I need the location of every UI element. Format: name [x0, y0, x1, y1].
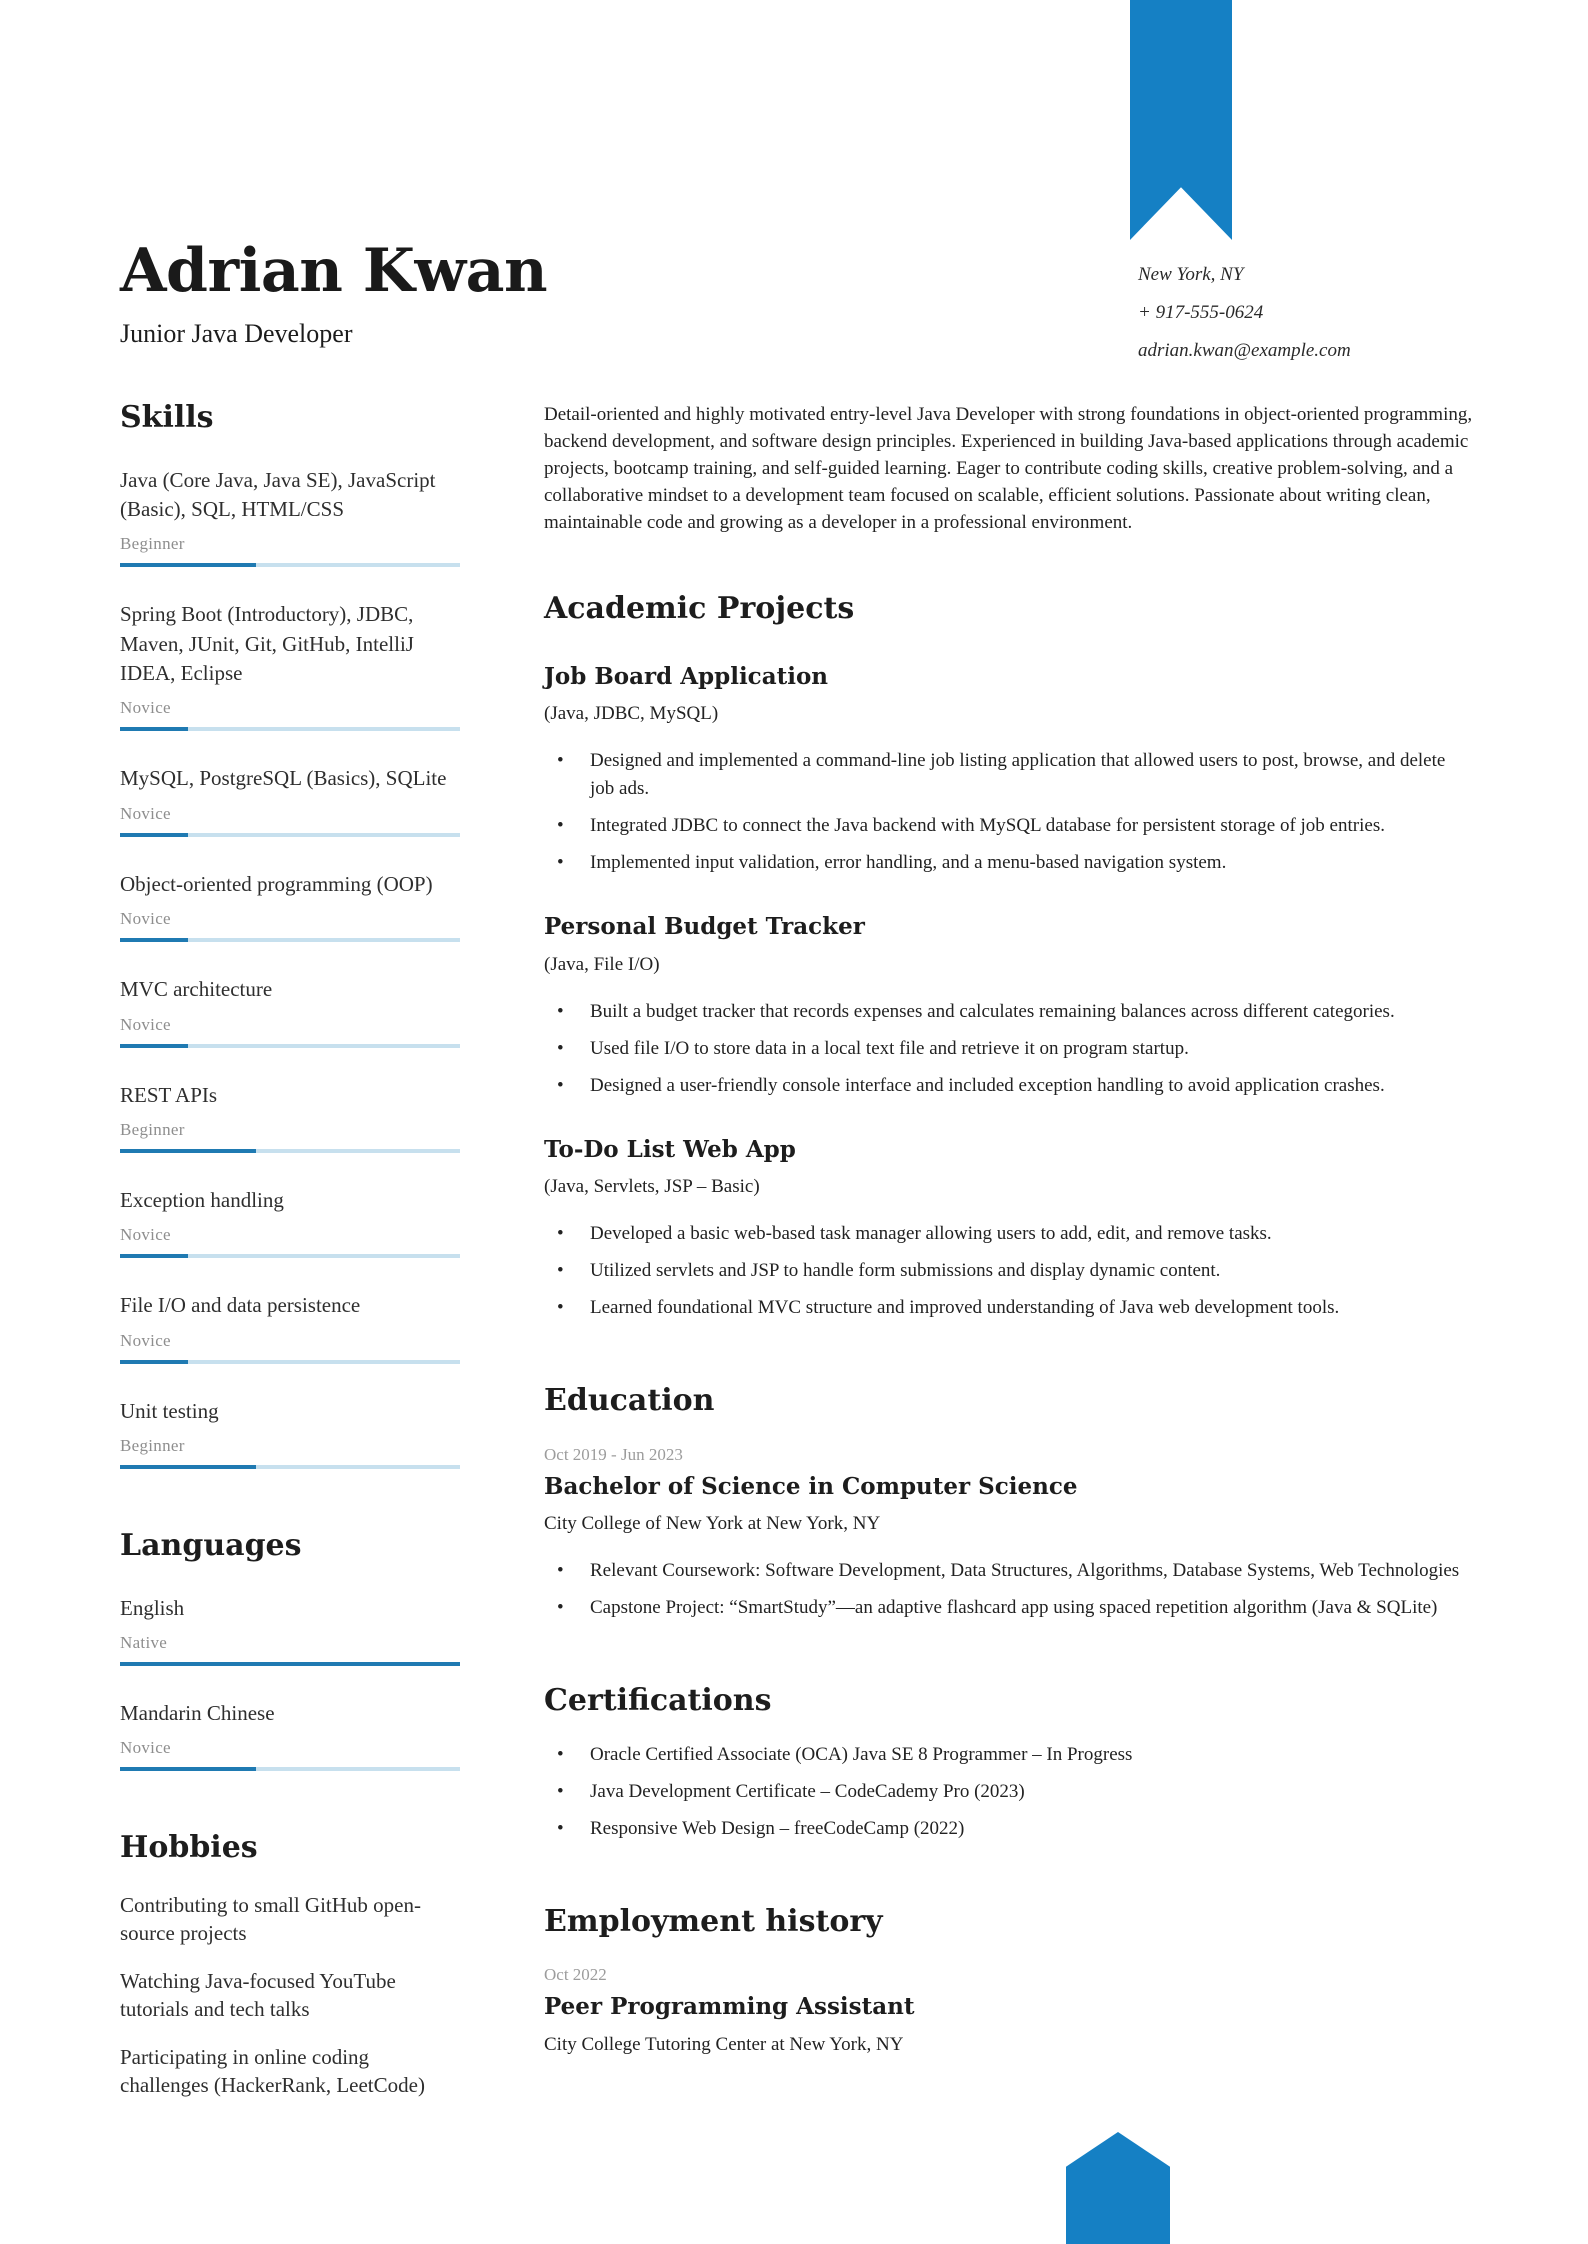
project-stack: (Java, File I/O) [544, 953, 660, 975]
section-academic-projects [544, 592, 1474, 1322]
skill-level-label: Novice [120, 1330, 171, 1350]
skill-progress-bar [120, 563, 460, 567]
job-title: Junior Java Developer [120, 319, 353, 348]
hobby-item: Watching Java-focused YouTube tutorials and tech talks [120, 1968, 396, 2021]
project-entry [544, 663, 1474, 878]
certifications-heading: Certifications [544, 1683, 772, 1719]
profile-summary: Detail-oriented and highly motivated entry-level Java Developer with strong foundations in object-oriented programming, backend development, and software design principles. Experienced in building Java-based applications through academic projects, bootcamp training, and self-guided learning. Eager to contribute coding skills, creative problem-solving, and a collaborative mindset to a development team focused on scalable, efficient solutions. Passionate about writing clean, maintainable code and growing as a developer in a professional environment. [544, 404, 1473, 533]
skill-progress-fill [120, 1149, 256, 1153]
education-school: City College of New York at New York, NY [544, 1513, 881, 1535]
person-name: Adrian Kwan [120, 236, 548, 306]
skill-name: Object-oriented programming (OOP) [120, 871, 433, 896]
project-bullet-list [544, 998, 1474, 1100]
page-bottom-ribbon-decoration [1066, 2132, 1170, 2244]
bullet-item: • Implemented input validation, error handling, and a menu-based navigation system. [544, 849, 1474, 877]
skill-level-label: Beginner [120, 1436, 185, 1456]
contact-email: adrian.kwan@example.com [1138, 340, 1351, 361]
contact-phone: + 917-555-0624 [1138, 302, 1264, 323]
skill-item [120, 466, 460, 568]
employment-role: Peer Programming Assistant [544, 1993, 915, 2021]
section-education [544, 1384, 1474, 1622]
skill-progress-bar [120, 727, 460, 731]
main-column [544, 401, 1474, 2120]
certifications-bullet-list [544, 1741, 1474, 1843]
language-level-label: Native [120, 1633, 168, 1653]
language-progress-bar [120, 1662, 460, 1666]
language-progress-fill [120, 1662, 460, 1666]
skill-level-label: Novice [120, 909, 171, 929]
skill-progress-bar [120, 1254, 460, 1258]
skill-name: Java (Core Java, Java SE), JavaScript (Basic), SQL, HTML/CSS [120, 467, 436, 521]
skill-name: File I/O and data persistence [120, 1293, 361, 1318]
hobby-item: Participating in online coding challenges (HackerRank, LeetCode) [120, 2044, 425, 2097]
skill-progress-fill [120, 1360, 188, 1364]
project-entry [544, 913, 1474, 1100]
hobby-item: Contributing to small GitHub open-source projects [120, 1892, 421, 1945]
language-progress-bar [120, 1767, 460, 1771]
bullet-item: • Designed and implemented a command-line job listing application that allowed users to post, browse, and delete job ads. [544, 747, 1474, 803]
skill-name: REST APIs [120, 1082, 218, 1107]
project-stack: (Java, Servlets, JSP – Basic) [544, 1176, 760, 1198]
academic-projects-heading: Academic Projects [544, 591, 855, 626]
skill-progress-bar [120, 1465, 460, 1469]
bullet-item: • Built a budget tracker that records expenses and calculates remaining balances across different categories. [544, 998, 1474, 1026]
hobbies-heading: Hobbies [120, 1830, 258, 1866]
skill-level-label: Novice [120, 698, 171, 718]
language-name: English [120, 1595, 185, 1620]
languages-heading: Languages [120, 1528, 302, 1564]
bullet-item: • Designed a user-friendly console interface and included exception handling to avoid application crashes. [544, 1072, 1474, 1100]
bullet-item: • Capstone Project: “SmartStudy”—an adaptive flashcard app using spaced repetition algorithm (Java & SQLite) [544, 1594, 1474, 1622]
skill-name: Exception handling [120, 1188, 284, 1213]
language-item [120, 1699, 460, 1771]
skill-progress-fill [120, 1044, 188, 1048]
bullet-item: • Integrated JDBC to connect the Java backend with MySQL database for persistent storage of job entries. [544, 812, 1474, 840]
project-title: To-Do List Web App [544, 1135, 796, 1163]
skill-item [120, 1291, 460, 1363]
skill-level-label: Novice [120, 1014, 171, 1034]
skill-level-label: Beginner [120, 1120, 185, 1140]
employment-org: City College Tutoring Center at New York, NY [544, 2033, 904, 2055]
skill-progress-bar [120, 1044, 460, 1048]
skill-progress-bar [120, 1360, 460, 1364]
skill-progress-bar [120, 938, 460, 942]
bullet-item: • Developed a basic web-based task manager allowing users to add, edit, and remove tasks. [544, 1220, 1474, 1248]
skill-name: MVC architecture [120, 977, 273, 1002]
skill-level-label: Novice [120, 803, 171, 823]
header [0, 0, 1588, 361]
section-employment [544, 1905, 1474, 2056]
employment-heading: Employment history [544, 1903, 883, 1939]
skill-progress-fill [120, 938, 188, 942]
bullet-item: • Responsive Web Design – freeCodeCamp (2022) [544, 1815, 1474, 1843]
education-degree: Bachelor of Science in Computer Science [544, 1472, 1078, 1500]
project-stack: (Java, JDBC, MySQL) [544, 703, 719, 725]
bullet-item: • Learned foundational MVC structure and improved understanding of Java web development tools. [544, 1294, 1474, 1322]
project-bullet-list [544, 1220, 1474, 1322]
skill-progress-fill [120, 1465, 256, 1469]
skill-item [120, 870, 460, 942]
bullet-item: • Oracle Certified Associate (OCA) Java SE 8 Programmer – In Progress [544, 1741, 1474, 1769]
skill-progress-fill [120, 563, 256, 567]
language-item [120, 1594, 460, 1666]
project-entry [544, 1136, 1474, 1323]
bullet-item: • Utilized servlets and JSP to handle form submissions and display dynamic content. [544, 1257, 1474, 1285]
skill-item [120, 1081, 460, 1153]
skill-name: MySQL, PostgreSQL (Basics), SQLite [120, 766, 447, 791]
skill-item [120, 1186, 460, 1258]
skill-item [120, 764, 460, 836]
skill-level-label: Novice [120, 1225, 171, 1245]
contact-location: New York, NY [1138, 264, 1244, 285]
skills-heading: Skills [120, 400, 214, 435]
skill-name: Unit testing [120, 1398, 219, 1423]
employment-date: Oct 2022 [544, 1965, 607, 1985]
education-date: Oct 2019 - Jun 2023 [544, 1444, 683, 1464]
section-certifications [544, 1684, 1474, 1843]
language-name: Mandarin Chinese [120, 1701, 275, 1726]
education-heading: Education [544, 1383, 715, 1419]
bullet-item: • Relevant Coursework: Software Development, Data Structures, Algorithms, Database Systems, Web Technologies [544, 1557, 1474, 1585]
skill-item [120, 1397, 460, 1469]
skill-progress-fill [120, 1254, 188, 1258]
skill-item [120, 975, 460, 1047]
skill-name: Spring Boot (Introductory), JDBC, Maven, JUnit, Git, GitHub, IntelliJ IDEA, Eclipse [120, 602, 414, 686]
content-columns [0, 401, 1588, 2120]
education-bullet-list [544, 1557, 1474, 1622]
skill-level-label: Beginner [120, 534, 185, 554]
bullet-item: • Used file I/O to store data in a local text file and retrieve it on program startup. [544, 1035, 1474, 1063]
sidebar [120, 401, 460, 2120]
skill-item [120, 600, 460, 731]
skill-progress-fill [120, 727, 188, 731]
project-title: Job Board Application [544, 662, 829, 690]
contact-info [1138, 256, 1351, 370]
bullet-item: • Java Development Certificate – CodeCademy Pro (2023) [544, 1778, 1474, 1806]
project-bullet-list [544, 747, 1474, 877]
skill-progress-bar [120, 1149, 460, 1153]
skill-progress-bar [120, 833, 460, 837]
project-title: Personal Budget Tracker [544, 913, 865, 941]
language-level-label: Novice [120, 1738, 171, 1758]
skill-progress-fill [120, 833, 188, 837]
language-progress-fill [120, 1767, 256, 1771]
